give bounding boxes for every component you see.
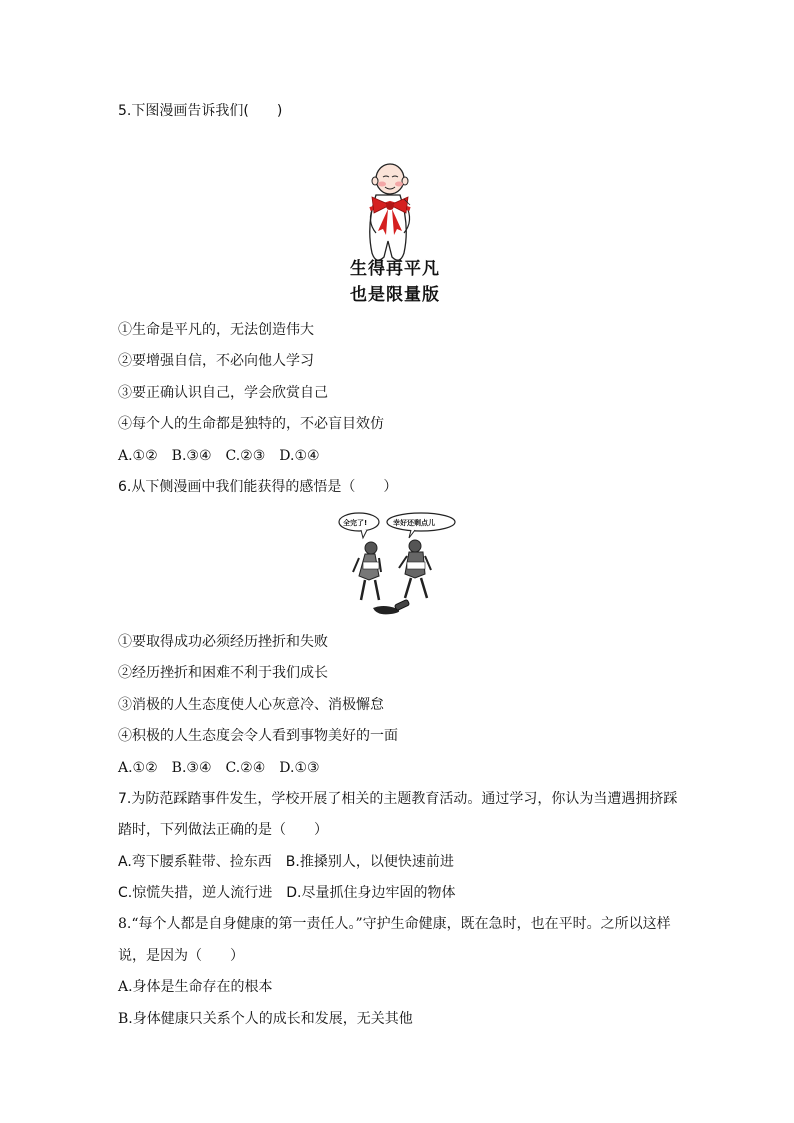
q8-stem-line1: 8.“每个人都是自身健康的第一责任人。”守护生命健康，既在急时，也在平时。之所以这样 [118, 916, 671, 932]
q7-choices-line2: C.惊慌失措，逆人流行进 D.尽量抓住身边牢固的物体 [118, 885, 456, 901]
q6-bubble-left-text: 全完了! [343, 519, 368, 527]
q7-stem-line1: 7.为防范踩踏事件发生，学校开展了相关的主题教育活动。通过学习，你认为当遭遇拥挤踩 [118, 791, 678, 807]
q5-choices: A.①② B.③④ C.②③ D.①④ [118, 448, 320, 464]
q6-option-4: ④积极的人生态度会令人看到事物美好的一面 [118, 728, 398, 744]
q5-option-2: ②要增强自信，不必向他人学习 [118, 353, 314, 369]
q5-option-3: ③要正确认识自己，学会欣赏自己 [118, 385, 328, 401]
q8-choice-a: A.身体是生命存在的根本 [118, 979, 273, 995]
q8-choice-b: B.身体健康只关系个人的成长和发展，无关其他 [118, 1011, 413, 1027]
q8-stem-line2: 说，是因为（ ） [118, 948, 244, 964]
q5-option-1: ①生命是平凡的，无法创造伟大 [118, 322, 314, 338]
q7-stem-line2: 踏时，下列做法正确的是（ ） [118, 822, 328, 838]
q6-option-1: ①要取得成功必须经历挫折和失败 [118, 634, 328, 650]
q6-stem: 6.从下侧漫画中我们能获得的感悟是（ ） [118, 479, 398, 495]
q6-bubble-right-text: 幸好还剩点儿 [393, 519, 435, 527]
q5-option-4: ④每个人的生命都是独特的，不必盲目效仿 [118, 416, 384, 432]
q6-option-2: ②经历挫折和困难不利于我们成长 [118, 665, 328, 681]
q5-cartoon-caption-line2: 也是限量版 [350, 285, 440, 305]
q5-stem: 5.下图漫画告诉我们( ) [118, 103, 283, 119]
q5-cartoon-caption-line1: 生得再平凡 [350, 259, 440, 279]
q6-choices: A.①② B.③④ C.②④ D.①③ [118, 760, 320, 776]
q6-option-3: ③消极的人生态度使人心灰意冷、消极懈怠 [118, 697, 384, 713]
q7-choices-line1: A.弯下腰系鞋带、捡东西 B.推搡别人，以便快速前进 [118, 854, 454, 870]
